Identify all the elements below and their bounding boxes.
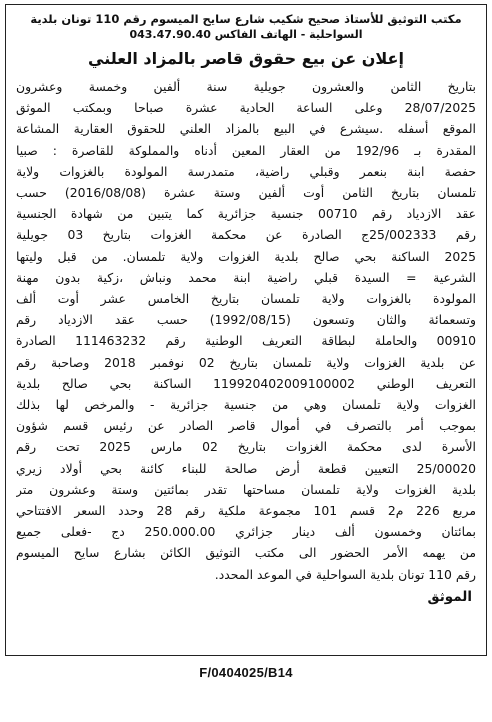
body-line: الشرعية = السيدة قبلي راضية ابنة محمد ونباش ،زكية بدون مهنة xyxy=(16,269,476,285)
body-line: رقم 110 تونان بلدية السواحلية في الموعد المحدد. xyxy=(214,566,476,582)
body-line: التعريف الوطني 119920402009100002 الساكنة بحي صالح بلدية xyxy=(16,375,476,391)
body-line: المقدرة بـ 192/96 من العقار المعين أدناه والمملوكة للقاصرة : صبيا xyxy=(16,142,476,158)
body-line: 2025 الساكنة بحي صالح بلدية الغزوات ولاية تلمسان. من قبل وليتها xyxy=(16,248,476,264)
body-line: الغزوات ولاية تلمسان وهي من جنسية جزائرية - والمرخص لها بذلك xyxy=(16,397,476,413)
body-line: رقم 25/002333ج الصادرة عن محكمة الغزوات بتاريخ 03 جويلية xyxy=(16,227,476,243)
body-line: 28/07/2025 وعلى الساعة الحادية عشرة صباحا وبمكتب الموثق xyxy=(16,100,476,116)
body-line: بمائتان وخمسون ألف دينار جزائري 250.000.00 دج -فعلى جميع xyxy=(16,524,476,540)
body-line: حفصة ابنة بنعمر وقبلي راضية، متمدرسة المولودة بالغزوات ولاية xyxy=(16,163,476,179)
reference-code: F/0404025/B14 xyxy=(199,665,293,680)
office-phone: السواحلية - الهاتف الفاكس 043.47.90.40 xyxy=(129,28,363,41)
body-line: الأسرة لدى محكمة الغزوات بتاريخ 02 مارس 2025 تحت رقم xyxy=(16,439,476,455)
body-line: بتاريخ الثامن والعشرون جويلية سنة ألفين وخمسة وعشرون xyxy=(16,79,476,94)
body-line: 00910 والحاملة لبطاقة التعريف الوطنية رقم 111463232 الصادرة xyxy=(16,333,476,349)
announcement-title: إعلان عن بيع حقوق قاصر بالمزاد العلني xyxy=(88,49,404,68)
body-line: بموجب أمر بالتصرف في أموال قاصر الصادر عن رئيس قسم شؤون xyxy=(16,418,476,434)
body-line: المولودة بالغزوات ولاية تلمسان بتاريخ الخامس عشر أوت ألف xyxy=(16,291,476,307)
body-line: من يهمه الأمر الحضور الى مكتب التوثيق الكائن بشارع سايح الميسوم xyxy=(16,545,476,561)
body-line: عن بلدية الغزوات ولاية تلمسان بتاريخ 02 نوفمبر 2018 وصاحبة رقم xyxy=(16,354,476,370)
office-address: مكتب التوثيق للأستاذ صحيح شكيب شارع سايح الميسوم رقم 110 تونان بلدية xyxy=(30,12,462,26)
body-line: الموقع أسفله .سيشرع في البيع بالمزاد العلني للحقوق العقارية المشاعة xyxy=(16,121,476,137)
body-line: تلمسان بتاريخ الثامن أوت ألفين وستة عشرة (2016/08/08) حسب xyxy=(16,185,476,201)
announcement-frame xyxy=(5,4,487,656)
notary-signature: الموثق xyxy=(427,588,472,605)
body-line: 25/00020 التعيين قطعة أرض صالحة للبناء كائنة بحي أولاد زيري xyxy=(16,460,476,476)
body-line: مربع 226 م2 قسم 101 مجموعة ملكية رقم 28 وحدد السعر الافتتاحي xyxy=(16,503,476,519)
announcement-body xyxy=(6,76,486,585)
body-line: بلدية الغزوات ولاية تلمسان مساحتها تقدر بمائتين وستة وعشرون متر xyxy=(16,481,476,497)
body-line: عقد الازدياد رقم 00710 جنسية جزائرية كما يتبين من شهادة الجنسية xyxy=(16,206,476,222)
office-header xyxy=(6,5,486,43)
body-line: وتسعمائة والثان وتسعون (1992/08/15) حسب عقد الازدياد رقم xyxy=(16,312,476,328)
